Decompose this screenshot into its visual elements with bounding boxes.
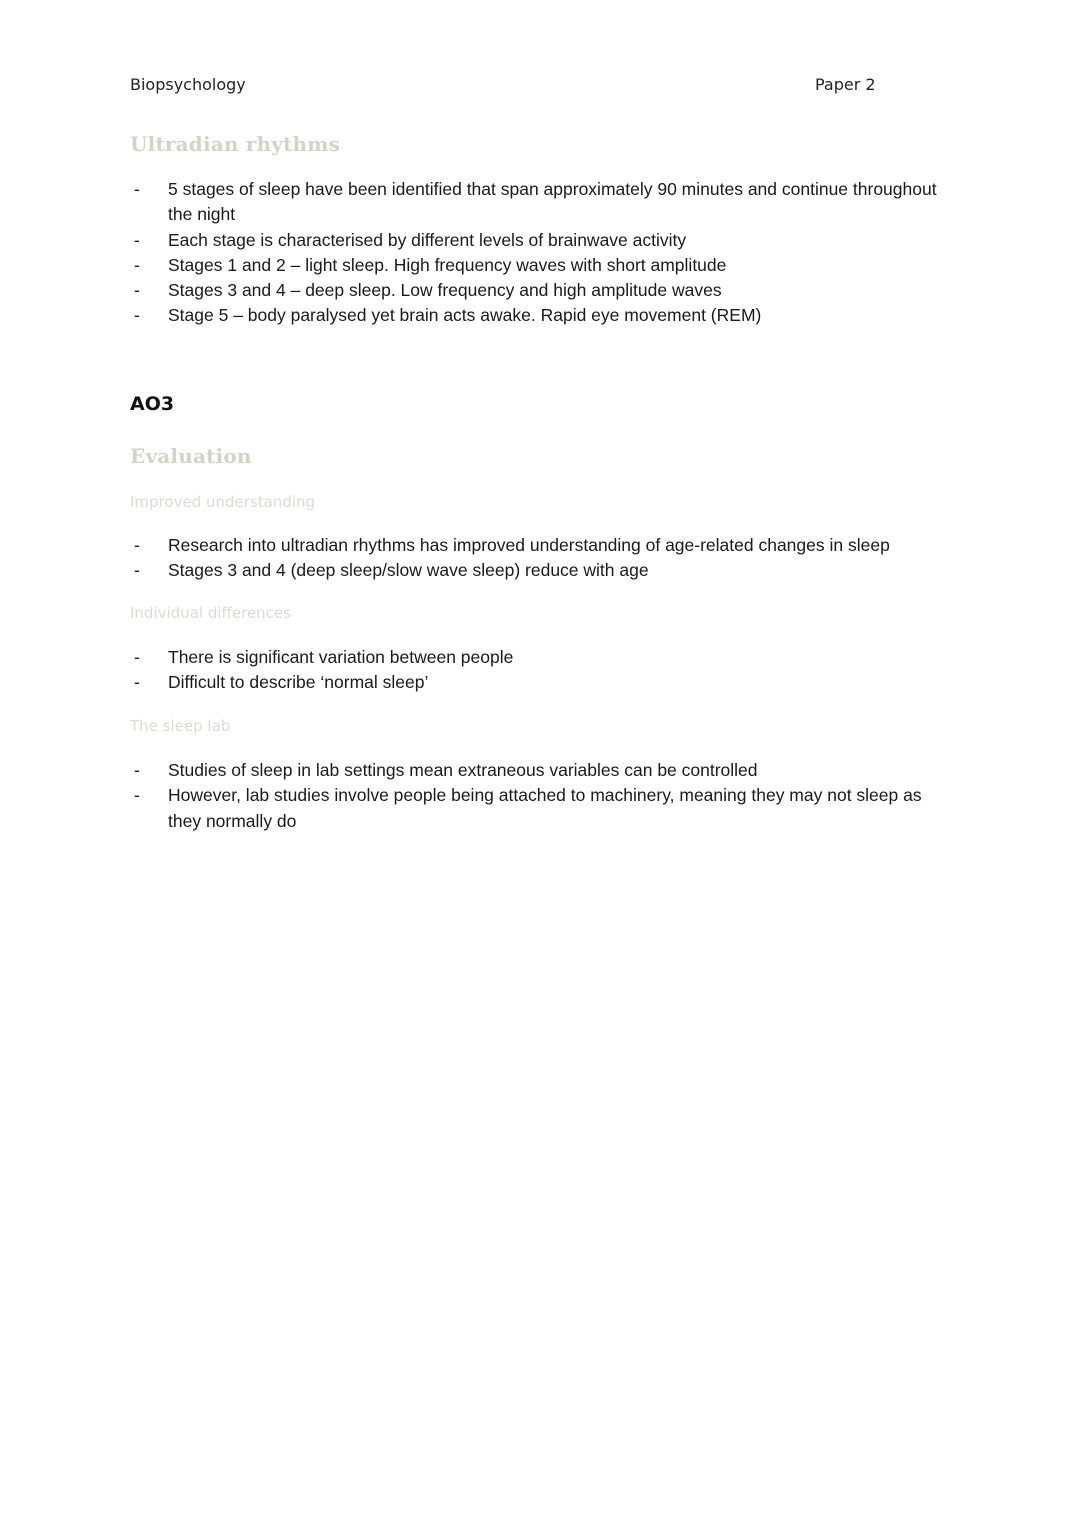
list-item-text: Stages 3 and 4 – deep sleep. Low frequency and high amplitude waves xyxy=(168,280,722,301)
list-item: - Studies of sleep in lab settings mean extraneous variables can be controlled xyxy=(134,760,758,780)
header-paper: Paper 2 xyxy=(815,75,876,94)
list-item-text: There is significant variation between people xyxy=(168,647,514,667)
list-item: - However, lab studies involve people being attached to machinery, meaning they may not sleep as they normally do xyxy=(134,785,922,831)
sleep-lab-list xyxy=(130,758,930,834)
subheading-improved-understanding: Improved understanding xyxy=(130,493,316,511)
ultradian-title: Ultradian rhythms xyxy=(130,132,341,156)
list-item: - Stages 1 and 2 – light sleep. High frequency waves with short amplitude xyxy=(134,254,727,275)
list-item: - 5 stages of sleep have been identified that span approximately 90 minutes and continue throughout the night xyxy=(134,179,937,225)
list-item: - Stages 3 and 4 (deep sleep/slow wave sleep) reduce with age xyxy=(134,560,649,581)
list-item: - Each stage is characterised by different levels of brainwave activity xyxy=(134,229,687,250)
list-item-text: Studies of sleep in lab settings mean extraneous variables can be controlled xyxy=(168,760,758,780)
list-item: - Research into ultradian rhythms has improved understanding of age-related changes in sleep xyxy=(134,535,890,555)
list-item: - Difficult to describe ‘normal sleep’ xyxy=(134,672,429,693)
list-item-text: However, lab studies involve people being attached to machinery, meaning they may not sleep as they normally do xyxy=(168,785,922,831)
ultradian-bullet-list xyxy=(130,177,950,329)
list-item-text: Stages 3 and 4 (deep sleep/slow wave sleep) reduce with age xyxy=(168,560,649,581)
list-item-text: Stage 5 – body paralysed yet brain acts awake. Rapid eye movement (REM) xyxy=(168,305,762,326)
list-item: - There is significant variation between people xyxy=(134,647,514,667)
list-item-text: Each stage is characterised by different levels of brainwave activity xyxy=(168,229,687,250)
list-item-text: Difficult to describe ‘normal sleep’ xyxy=(168,672,429,693)
list-item: - Stages 3 and 4 – deep sleep. Low frequency and high amplitude waves xyxy=(134,280,722,301)
ao3-label: AO3 xyxy=(130,393,175,415)
list-item: - Stage 5 – body paralysed yet brain acts awake. Rapid eye movement (REM) xyxy=(134,305,762,326)
evaluation-title: Evaluation xyxy=(130,444,252,468)
list-item-text: Research into ultradian rhythms has improved understanding of age-related changes in sleep xyxy=(168,535,890,555)
improved-understanding-list xyxy=(130,533,950,584)
individual-differences-list xyxy=(130,645,950,696)
subheading-sleep-lab: The sleep lab xyxy=(130,717,231,735)
list-item-text: Stages 1 and 2 – light sleep. High frequency waves with short amplitude xyxy=(168,254,727,275)
subheading-individual-differences: Individual differences xyxy=(130,604,291,622)
list-item-text: 5 stages of sleep have been identified that span approximately 90 minutes and continue throughout the night xyxy=(168,179,937,225)
header-subject: Biopsychology xyxy=(130,75,246,94)
